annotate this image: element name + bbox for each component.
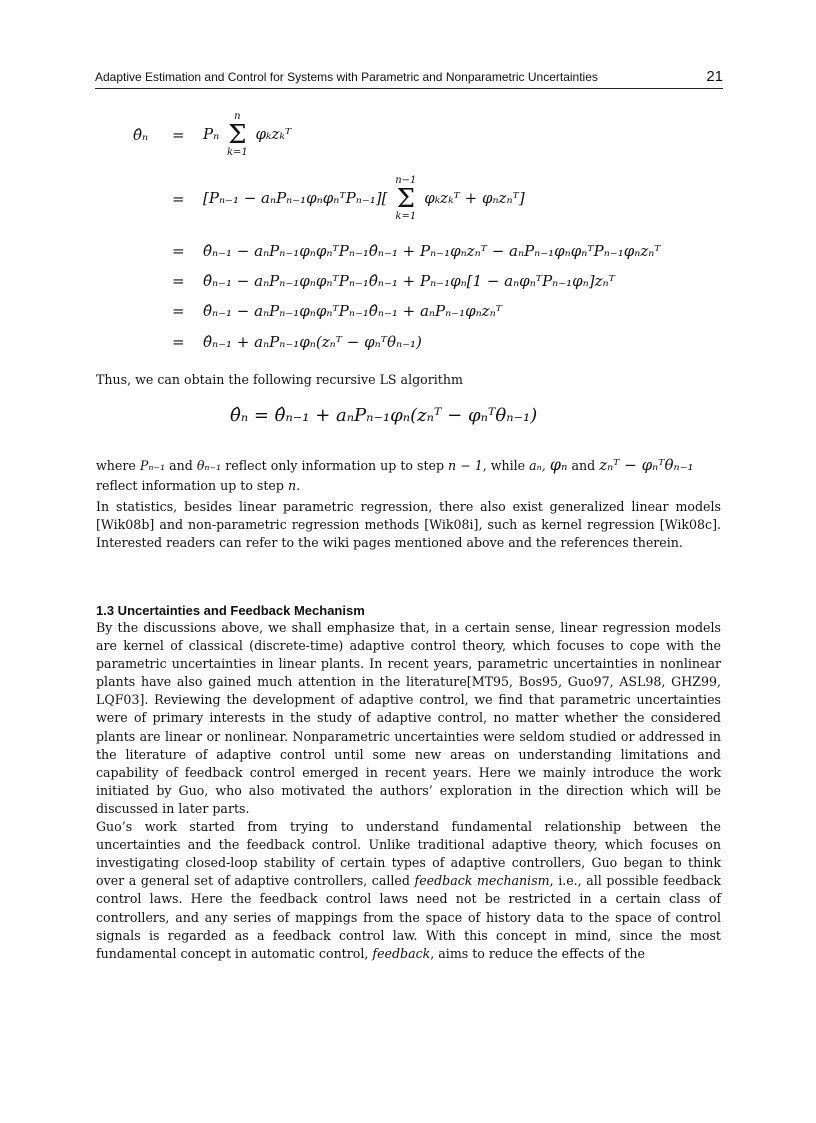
emphasis-feedback: feedback bbox=[372, 945, 431, 961]
where-text: where bbox=[96, 458, 136, 473]
sum2-upper: n−1 bbox=[395, 175, 417, 186]
summation-1 bbox=[227, 112, 248, 158]
relation-sign: = bbox=[172, 126, 185, 144]
relation-sign: = bbox=[172, 190, 185, 208]
step-expression: n − 1 bbox=[448, 458, 483, 473]
running-header bbox=[95, 69, 723, 89]
relation-sign: = bbox=[172, 302, 185, 320]
paragraph-2-part-c: , aims to reduce the effects of the bbox=[430, 945, 645, 961]
intro-sentence: Thus, we can obtain the following recursive LS algorithm bbox=[96, 372, 463, 387]
line1-after-sum: φₖzₖᵀ bbox=[255, 125, 292, 143]
residual-symbol: zₙᵀ − φₙᵀθₙ₋₁ bbox=[599, 456, 694, 474]
line1-before-sum: Pₙ bbox=[203, 125, 220, 143]
emphasis-feedback-mechanism: feedback mechanism bbox=[414, 873, 550, 889]
line3-expression: θ̂ₙ₋₁ − aₙPₙ₋₁φₙφₙᵀPₙ₋₁θ̂ₙ₋₁ + Pₙ₋₁φₙzₙᵀ − aₙPₙ₋₁φₙφₙᵀPₙ₋₁φₙzₙᵀ bbox=[203, 242, 661, 260]
section-heading: 1.3 Uncertainties and Feedback Mechanism bbox=[96, 603, 365, 618]
sigma-icon: Σ bbox=[396, 184, 416, 214]
period: . bbox=[296, 478, 301, 494]
and-text: and bbox=[169, 458, 193, 473]
paragraph-2 bbox=[96, 818, 721, 963]
line4-expression: θ̂ₙ₋₁ − aₙPₙ₋₁φₙφₙᵀPₙ₋₁θ̂ₙ₋₁ + Pₙ₋₁φₙ[1 − aₙφₙᵀPₙ₋₁φₙ]zₙᵀ bbox=[203, 272, 615, 290]
p-symbol: Pₙ₋₁ bbox=[139, 458, 166, 473]
line2-after-sum: φₖzₖᵀ + φₙzₙᵀ] bbox=[424, 189, 525, 207]
and-text-2: and bbox=[571, 458, 596, 473]
relation-sign: = bbox=[172, 272, 185, 290]
phi-symbol: φₙ bbox=[549, 455, 568, 474]
derivation-equation-array bbox=[125, 112, 725, 362]
summation-2 bbox=[395, 176, 416, 222]
line5-expression: θ̂ₙ₋₁ − aₙPₙ₋₁φₙφₙᵀPₙ₋₁θ̂ₙ₋₁ + aₙPₙ₋₁φₙzₙᵀ bbox=[203, 302, 502, 320]
theta-symbol: θₙ₋₁ bbox=[196, 458, 222, 473]
line2-before-sum: [Pₙ₋₁ − aₙPₙ₋₁φₙφₙᵀPₙ₋₁][ bbox=[203, 189, 388, 207]
derivation-lhs: θ̂ₙ bbox=[133, 126, 149, 144]
paragraph-2-part-a: Guo’s work started from trying to understand fundamental relationship between the uncertainties and the feedback control. Unlike traditional adaptive theory, which focuses on investigating closed-loop stability of certain types of adaptive controllers, Guo began to think over a general set of adaptive controllers, called bbox=[96, 819, 721, 889]
sum1-lower: k=1 bbox=[226, 147, 248, 158]
section-body bbox=[96, 619, 721, 963]
relation-sign: = bbox=[172, 242, 185, 260]
paragraph-2-part-b: , i.e., all possible feedback control laws. Here the feedback control laws need not be restricted in a certain class of controllers, and any series of mappings from the space of history data to the space of control signals is regarded as a feedback control law. With this concept in mind, since the most fundamental concept in automatic control, bbox=[96, 873, 722, 961]
where-clause bbox=[96, 456, 721, 495]
paragraph-1: By the discussions above, we shall emphasize that, in a certain sense, linear regression models are kernel of classical (discrete-time) adaptive control theory, which focuses to cope with the parametric uncertainties in linear plants. In recent years, parametric uncertainties in nonlinear plants have also gained much attention in the literature[MT95, Bos95, Guo97, ASL98, GHZ99, LQF03]. Reviewing the development of adaptive control, we find that parametric uncertainties were of primary interests in the study of adaptive control, no matter whether the considered plants are linear or nonlinear. Nonparametric uncertainties were seldom studied or addressed in the literature of adaptive control until some new areas on understanding limitations and capability of feedback control emerged in recent years. Here we mainly introduce the work initiated by Guo, who also motivated the authors’ exploration in the direction which will be discussed in later parts. bbox=[96, 620, 721, 816]
page-number: 21 bbox=[706, 68, 723, 85]
sum1-upper: n bbox=[234, 112, 241, 122]
reflect-text: reflect only information up to step bbox=[225, 458, 445, 473]
line6-expression: θ̂ₙ₋₁ + aₙPₙ₋₁φₙ(zₙᵀ − φₙᵀθₙ₋₁) bbox=[203, 333, 422, 351]
where-line2-text: reflect information up to step bbox=[96, 478, 284, 494]
a-symbol: aₙ, bbox=[529, 458, 546, 473]
statistics-paragraph: In statistics, besides linear parametric regression, there also exist generalized linear models [Wik08b] and non-parametric regression methods [Wik08i], such as kernel regression [Wik08c]. Interested readers can refer to the wiki pages mentioned above and the references therein. bbox=[96, 499, 721, 551]
sigma-icon: Σ bbox=[228, 120, 247, 150]
step-n: n bbox=[287, 478, 297, 494]
running-title: Adaptive Estimation and Control for Systems with Parametric and Nonparametric Uncertainties bbox=[95, 70, 598, 84]
relation-sign: = bbox=[172, 333, 185, 351]
sum2-lower: k=1 bbox=[395, 211, 417, 222]
while-text: , while bbox=[482, 458, 526, 473]
recursive-ls-equation: θ̂ₙ = θ̂ₙ₋₁ + aₙPₙ₋₁φₙ(zₙᵀ − φₙᵀθₙ₋₁) bbox=[230, 405, 538, 426]
